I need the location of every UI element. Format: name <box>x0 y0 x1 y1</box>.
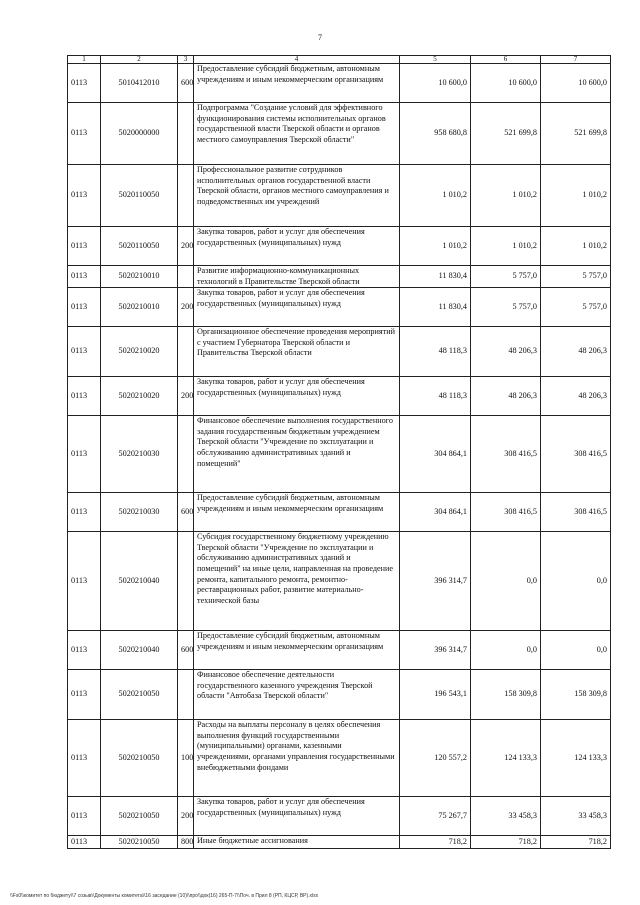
column-header: 3 <box>178 56 194 64</box>
expense-description: Закупка товаров, работ и услуг для обеспечения государственных (муниципальных) нужд <box>194 377 400 416</box>
amount-year-2: 5 757,0 <box>471 266 541 288</box>
section-code: 0113 <box>68 670 101 720</box>
target-article-code: 5020210050 <box>101 797 178 836</box>
amount-year-3: 5 757,0 <box>541 266 611 288</box>
expense-description: Субсидия государственному бюджетному учреждению Тверской области "Учреждение по эксплуатации и обслуживанию административных зданий и помещений" на иные цели, направленная на проведение ремонта, капитального ремонта, ремонтно-реставрационных работ, развитие материально-технической базы <box>194 532 400 631</box>
amount-year-3: 718,2 <box>541 836 611 849</box>
section-code: 0113 <box>68 266 101 288</box>
section-code: 0113 <box>68 165 101 227</box>
section-code: 0113 <box>68 532 101 631</box>
section-code: 0113 <box>68 416 101 493</box>
amount-year-2: 48 206,3 <box>471 377 541 416</box>
amount-year-3: 308 416,5 <box>541 493 611 532</box>
expense-type-code: 600 <box>178 64 194 103</box>
target-article-code: 5020210040 <box>101 532 178 631</box>
expense-type-code: 100 <box>178 720 194 797</box>
table-row <box>68 493 611 532</box>
table-row <box>68 377 611 416</box>
amount-year-3: 33 458,3 <box>541 797 611 836</box>
amount-year-3: 1 010,2 <box>541 227 611 266</box>
amount-year-1: 396 314,7 <box>400 631 471 670</box>
expense-type-code: 200 <box>178 377 194 416</box>
column-number-row <box>68 56 611 64</box>
expense-description: Подпрограмма "Создание условий для эффективного функционирования системы исполнительных органов государственной власти Тверской области и органов местного самоуправления Тверской области" <box>194 103 400 165</box>
amount-year-1: 11 830,4 <box>400 266 471 288</box>
amount-year-1: 11 830,4 <box>400 288 471 327</box>
target-article-code: 5020210020 <box>101 377 178 416</box>
expense-type-code <box>178 670 194 720</box>
column-header: 4 <box>194 56 400 64</box>
table-row <box>68 266 611 288</box>
expense-description: Закупка товаров, работ и услуг для обеспечения государственных (муниципальных) нужд <box>194 288 400 327</box>
column-header: 7 <box>541 56 611 64</box>
expense-description: Закупка товаров, работ и услуг для обеспечения государственных (муниципальных) нужд <box>194 227 400 266</box>
section-code: 0113 <box>68 836 101 849</box>
expense-description: Профессиональное развитие сотрудников исполнительных органов государственной власти Тверской области, органов местного самоуправления и подведомственных им учреждений <box>194 165 400 227</box>
column-header: 5 <box>400 56 471 64</box>
target-article-code: 5020110050 <box>101 227 178 266</box>
amount-year-2: 48 206,3 <box>471 327 541 377</box>
expense-description: Организационное обеспечение проведения мероприятий с участием Губернатора Тверской области и Правительства Тверской области <box>194 327 400 377</box>
target-article-code: 5020110050 <box>101 165 178 227</box>
amount-year-2: 10 600,0 <box>471 64 541 103</box>
table-row <box>68 288 611 327</box>
table-row <box>68 165 611 227</box>
section-code: 0113 <box>68 227 101 266</box>
expense-description: Предоставление субсидий бюджетным, автономным учреждениям и иным некоммерческим организациям <box>194 64 400 103</box>
amount-year-1: 304 864,1 <box>400 493 471 532</box>
expense-description: Финансовое обеспечение выполнения государственного задания государственным бюджетным учреждением Тверской области "Учреждение по эксплуатации и обслуживанию административных зданий и помещений" <box>194 416 400 493</box>
table-row <box>68 797 611 836</box>
amount-year-2: 158 309,8 <box>471 670 541 720</box>
target-article-code: 5020210030 <box>101 493 178 532</box>
expense-type-code: 200 <box>178 227 194 266</box>
amount-year-2: 0,0 <box>471 631 541 670</box>
expense-description: Предоставление субсидий бюджетным, автономным учреждениям и иным некоммерческим организациям <box>194 631 400 670</box>
amount-year-2: 33 458,3 <box>471 797 541 836</box>
target-article-code: 5020210050 <box>101 720 178 797</box>
expense-description: Расходы на выплаты персоналу в целях обеспечения выполнения функций государственными (муниципальными) органами, казенными учреждениями, органами управления государственными внебюджетными фондами <box>194 720 400 797</box>
budget-table <box>67 55 611 849</box>
amount-year-2: 1 010,2 <box>471 227 541 266</box>
target-article-code: 5020210030 <box>101 416 178 493</box>
page-number: 7 <box>318 33 322 42</box>
table-row <box>68 670 611 720</box>
target-article-code: 5020210050 <box>101 836 178 849</box>
section-code: 0113 <box>68 797 101 836</box>
amount-year-1: 120 557,2 <box>400 720 471 797</box>
expense-type-code <box>178 266 194 288</box>
amount-year-2: 521 699,8 <box>471 103 541 165</box>
table-row <box>68 631 611 670</box>
expense-description: Финансовое обеспечение деятельности государственного казенного учреждения Тверской области "Автобаза Тверской области" <box>194 670 400 720</box>
expense-type-code <box>178 165 194 227</box>
section-code: 0113 <box>68 377 101 416</box>
amount-year-1: 958 680,8 <box>400 103 471 165</box>
amount-year-2: 124 133,3 <box>471 720 541 797</box>
target-article-code: 5020210010 <box>101 266 178 288</box>
table-row <box>68 836 611 849</box>
expense-type-code <box>178 416 194 493</box>
amount-year-2: 5 757,0 <box>471 288 541 327</box>
amount-year-3: 1 010,2 <box>541 165 611 227</box>
section-code: 0113 <box>68 631 101 670</box>
expense-type-code: 800 <box>178 836 194 849</box>
column-header: 2 <box>101 56 178 64</box>
amount-year-3: 158 309,8 <box>541 670 611 720</box>
section-code: 0113 <box>68 288 101 327</box>
amount-year-3: 0,0 <box>541 631 611 670</box>
amount-year-1: 1 010,2 <box>400 227 471 266</box>
expense-description: Предоставление субсидий бюджетным, автономным учреждениям и иным некоммерческим организациям <box>194 493 400 532</box>
amount-year-3: 0,0 <box>541 532 611 631</box>
table-row <box>68 720 611 797</box>
target-article-code: 5020210050 <box>101 670 178 720</box>
amount-year-1: 48 118,3 <box>400 377 471 416</box>
target-article-code: 5020000000 <box>101 103 178 165</box>
amount-year-1: 304 864,1 <box>400 416 471 493</box>
amount-year-1: 1 010,2 <box>400 165 471 227</box>
table-row <box>68 327 611 377</box>
expense-description: Иные бюджетные ассигнования <box>194 836 400 849</box>
amount-year-3: 10 600,0 <box>541 64 611 103</box>
amount-year-2: 1 010,2 <box>471 165 541 227</box>
column-header: 6 <box>471 56 541 64</box>
expense-type-code: 600 <box>178 493 194 532</box>
amount-year-2: 308 416,5 <box>471 416 541 493</box>
table-row <box>68 227 611 266</box>
amount-year-1: 196 543,1 <box>400 670 471 720</box>
expense-description: Закупка товаров, работ и услуг для обеспечения государственных (муниципальных) нужд <box>194 797 400 836</box>
section-code: 0113 <box>68 64 101 103</box>
table-row <box>68 103 611 165</box>
section-code: 0113 <box>68 103 101 165</box>
amount-year-1: 75 267,7 <box>400 797 471 836</box>
section-code: 0113 <box>68 327 101 377</box>
file-path-footer: \\Fs0\\комитет по бюджету\\7 созыв\\Документы комитета\\16 заседание (10)\\про\\док(16) 265-П-7\\Поч. в Прил 8 (РП, КЦСР, ВР).xlsx <box>10 893 319 899</box>
table-row <box>68 64 611 103</box>
amount-year-2: 718,2 <box>471 836 541 849</box>
amount-year-3: 5 757,0 <box>541 288 611 327</box>
column-header: 1 <box>68 56 101 64</box>
target-article-code: 5020210010 <box>101 288 178 327</box>
amount-year-1: 48 118,3 <box>400 327 471 377</box>
expense-type-code <box>178 103 194 165</box>
expense-type-code: 600 <box>178 631 194 670</box>
target-article-code: 5020210020 <box>101 327 178 377</box>
expense-type-code: 200 <box>178 288 194 327</box>
amount-year-3: 48 206,3 <box>541 327 611 377</box>
amount-year-1: 396 314,7 <box>400 532 471 631</box>
amount-year-3: 48 206,3 <box>541 377 611 416</box>
expense-type-code <box>178 327 194 377</box>
amount-year-1: 10 600,0 <box>400 64 471 103</box>
section-code: 0113 <box>68 720 101 797</box>
table-row <box>68 532 611 631</box>
section-code: 0113 <box>68 493 101 532</box>
amount-year-1: 718,2 <box>400 836 471 849</box>
expense-description: Развитие информационно-коммуникационных технологий в Правительстве Тверской области <box>194 266 400 288</box>
expense-type-code <box>178 532 194 631</box>
target-article-code: 5010412010 <box>101 64 178 103</box>
amount-year-3: 308 416,5 <box>541 416 611 493</box>
amount-year-2: 308 416,5 <box>471 493 541 532</box>
amount-year-3: 521 699,8 <box>541 103 611 165</box>
amount-year-3: 124 133,3 <box>541 720 611 797</box>
target-article-code: 5020210040 <box>101 631 178 670</box>
table-row <box>68 416 611 493</box>
expense-type-code: 200 <box>178 797 194 836</box>
amount-year-2: 0,0 <box>471 532 541 631</box>
